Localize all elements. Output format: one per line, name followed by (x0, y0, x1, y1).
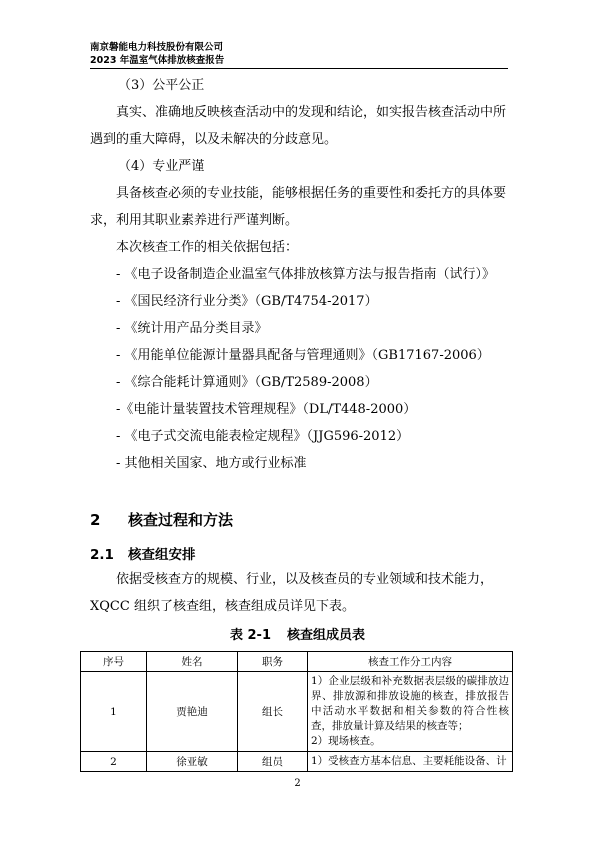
principle-text: 具备核查必须的专业技能，能够根据任务的重要性和委托方的具体要求，利用其职业素养进行严谨判断。 (90, 186, 507, 228)
principle-heading: （3）公平公正 (118, 78, 205, 93)
basis-item: - 《电子设备制造企业温室气体排放核算方法与报告指南（试行）》 (116, 267, 496, 282)
principles-and-basis (90, 72, 510, 477)
header-company: 南京磐能电力科技股份有限公司 (90, 42, 224, 53)
header-report-title: 2023 年温室气体排放核查报告 (90, 55, 225, 66)
header-duty: 核查工作分工内容 (308, 652, 513, 672)
table-caption (0, 624, 595, 643)
header-no: 序号 (81, 652, 147, 672)
table-header-row (81, 652, 513, 672)
basis-item: -《电能计量装置技术管理规程》（DL/T448-2000） (116, 402, 417, 417)
section-paragraph (90, 566, 510, 620)
basis-item: - 其他相关国家、地方或行业标准 (116, 456, 307, 471)
table-caption-number: 表 2-1 (229, 628, 271, 643)
principle-text: 真实、准确地反映核查活动中的发现和结论，如实报告核查活动中所遇到的重大障碍，以及未解决的分歧意见。 (90, 105, 507, 147)
team-members-table (80, 651, 513, 772)
cell-name: 贾艳迪 (147, 672, 238, 752)
principle-heading: （4）专业严谨 (118, 159, 205, 174)
basis-item: - 《统计用产品分类目录》 (116, 321, 268, 336)
table-caption-title: 核查组成员表 (287, 628, 366, 643)
cell-duty: 1）企业层级和补充数据表层级的碳排放边界、排放源和排放设施的核查，排放报告中活动水平数据和相关参数的符合性核查，排放量计算及结果的核查等； 2）现场核查。 (308, 672, 513, 752)
basis-intro: 本次核查工作的相关依据包括： (116, 240, 299, 255)
header-name: 姓名 (147, 652, 238, 672)
basis-item: - 《用能单位能源计量器具配备与管理通则》（GB17167-2006） (116, 348, 490, 363)
cell-no: 1 (81, 672, 147, 752)
basis-item: - 《综合能耗计算通则》（GB/T2589-2008） (116, 375, 378, 390)
table-row (81, 752, 513, 772)
cell-name: 徐亚敏 (147, 752, 238, 772)
cell-duty: 1）受核查方基本信息、主要耗能设备、计 (308, 752, 513, 772)
section-title: 核查过程和方法 (128, 511, 234, 529)
basis-item: - 《国民经济行业分类》（GB/T4754-2017） (116, 294, 378, 309)
section-heading (90, 509, 233, 530)
page-number: 2 (294, 778, 301, 789)
section-number: 2 (90, 511, 101, 529)
basis-item: - 《电子式交流电能表检定规程》（JJG596-2012） (116, 429, 410, 444)
cell-no: 2 (81, 752, 147, 772)
subsection-title: 核查组安排 (128, 547, 196, 563)
subsection-number: 2.1 (90, 547, 114, 563)
section-text: 依据受核查方的规模、行业，以及核查员的专业领域和技术能力，XQCC 组织了核查组，核查组成员详见下表。 (90, 572, 494, 614)
cell-role: 组员 (238, 752, 308, 772)
table-row (81, 672, 513, 752)
subsection-heading (90, 543, 196, 563)
page-header (90, 41, 508, 69)
cell-role: 组长 (238, 672, 308, 752)
header-role: 职务 (238, 652, 308, 672)
